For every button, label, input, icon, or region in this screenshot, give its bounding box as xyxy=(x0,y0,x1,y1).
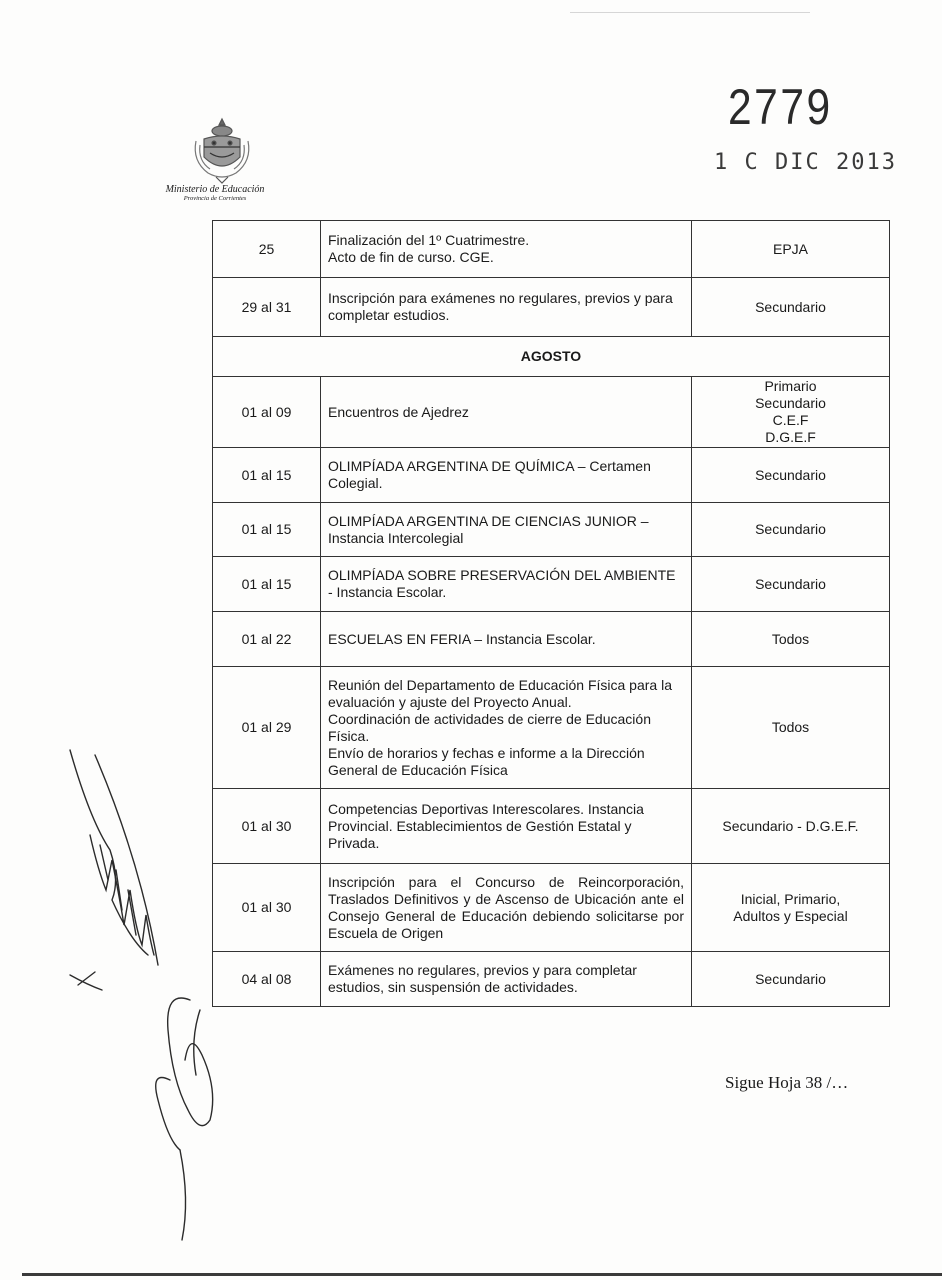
activity-cell: Encuentros de Ajedrez xyxy=(321,377,692,448)
level-cell: Secundario - D.G.E.F. xyxy=(692,789,890,864)
month-label: AGOSTO xyxy=(213,337,890,377)
ministry-name: Ministerio de Educación xyxy=(165,184,265,195)
scan-bottom-edge xyxy=(22,1273,942,1276)
table-row xyxy=(213,377,890,448)
date-stamp: 1 C DIC 2013 xyxy=(714,150,897,175)
activity-cell: OLIMPÍADA ARGENTINA DE CIENCIAS JUNIOR – Instancia Intercolegial xyxy=(321,503,692,557)
table-row xyxy=(213,448,890,503)
table-row xyxy=(213,221,890,278)
date-cell: 01 al 30 xyxy=(213,789,321,864)
level-cell: Secundario xyxy=(692,503,890,557)
resolution-number: 2779 xyxy=(728,79,833,135)
level-cell: Secundario xyxy=(692,952,890,1007)
activity-cell: Inscripción para exámenes no regulares, previos y para completar estudios. xyxy=(321,278,692,337)
level-cell: Primario Secundario C.E.F D.G.E.F xyxy=(692,377,890,448)
table-row xyxy=(213,864,890,952)
activity-cell: Competencias Deportivas Interescolares. Instancia Provincial. Establecimientos de Gestión Estatal y Privada. xyxy=(321,789,692,864)
calendar-table xyxy=(212,220,890,1007)
activity-cell: Finalización del 1º Cuatrimestre. Acto de fin de curso. CGE. xyxy=(321,221,692,278)
date-cell: 25 xyxy=(213,221,321,278)
month-header-row xyxy=(213,337,890,377)
handwritten-signature-icon xyxy=(50,740,250,1260)
date-cell: 01 al 22 xyxy=(213,612,321,667)
date-cell: 01 al 15 xyxy=(213,448,321,503)
table-row xyxy=(213,667,890,789)
level-cell: Inicial, Primario, Adultos y Especial xyxy=(692,864,890,952)
level-cell: Todos xyxy=(692,667,890,789)
activity-cell: OLIMPÍADA ARGENTINA DE QUÍMICA – Certamen Colegial. xyxy=(321,448,692,503)
activity-cell: Reunión del Departamento de Educación Física para la evaluación y ajuste del Proyecto Anual. Coordinación de actividades de cierre de Educación Física. Envío de horarios y fechas e informe a la Dirección General de Educación Física xyxy=(321,667,692,789)
table-row xyxy=(213,278,890,337)
date-cell: 01 al 15 xyxy=(213,503,321,557)
table-row xyxy=(213,557,890,612)
date-cell: 01 al 15 xyxy=(213,557,321,612)
activity-cell: OLIMPÍADA SOBRE PRESERVACIÓN DEL AMBIENTE - Instancia Escolar. xyxy=(321,557,692,612)
table-row xyxy=(213,612,890,667)
date-cell: 01 al 29 xyxy=(213,667,321,789)
continuation-note: Sigue Hoja 38 /… xyxy=(725,1073,849,1092)
table-row xyxy=(213,503,890,557)
level-cell: EPJA xyxy=(692,221,890,278)
date-cell: 01 al 30 xyxy=(213,864,321,952)
date-cell: 01 al 09 xyxy=(213,377,321,448)
level-cell: Secundario xyxy=(692,278,890,337)
level-cell: Secundario xyxy=(692,557,890,612)
level-cell: Todos xyxy=(692,612,890,667)
table-row xyxy=(213,952,890,1007)
activity-cell: Inscripción para el Concurso de Reincorporación, Traslados Definitivos y de Ascenso de Ubicación ante el Consejo General de Educación debiendo solicitarse por Escuela de Origen xyxy=(321,864,692,952)
date-cell: 04 al 08 xyxy=(213,952,321,1007)
activity-cell: ESCUELAS EN FERIA – Instancia Escolar. xyxy=(321,612,692,667)
activity-cell: Exámenes no regulares, previos y para completar estudios, sin suspensión de actividades. xyxy=(321,952,692,1007)
date-cell: 29 al 31 xyxy=(213,278,321,337)
table-row xyxy=(213,789,890,864)
province-name: Provincia de Corrientes xyxy=(183,195,247,202)
ministry-letterhead xyxy=(150,185,280,203)
scan-edge-line xyxy=(570,12,810,13)
level-cell: Secundario xyxy=(692,448,890,503)
provincial-seal-icon xyxy=(190,117,254,185)
